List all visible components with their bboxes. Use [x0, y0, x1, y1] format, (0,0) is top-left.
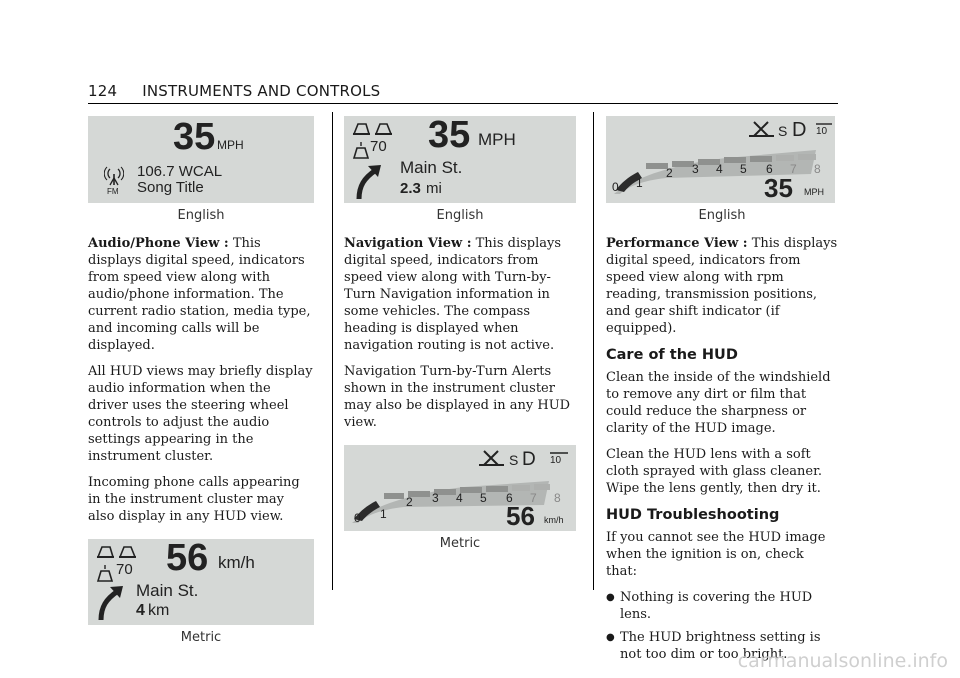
- hud-distance: 2.3: [400, 180, 421, 197]
- hud-street: Main St.: [400, 158, 463, 177]
- hud-speed-unit: MPH: [478, 130, 516, 149]
- caption-metric: Metric: [439, 536, 481, 551]
- rpm-tick-3: 3: [692, 162, 699, 176]
- paragraph-clean-lens: Clean the HUD lens with a soft cloth sprayed with glass cleaner. Wipe the lens gently, then dry it.: [606, 447, 823, 496]
- term-navigation-view: Navigation View :: [344, 236, 472, 251]
- paragraph-navigation-view: [344, 235, 576, 354]
- caption-english: English: [436, 208, 484, 223]
- rpm-tick-5: 5: [740, 162, 747, 176]
- paragraph-nav-alerts: Navigation Turn-by-Turn Alerts shown in the instrument cluster may also be displayed in any HUD view.: [344, 364, 571, 430]
- hud-speed: 35: [173, 116, 216, 158]
- header-rule: [88, 103, 838, 104]
- turn-arrow-icon: [354, 162, 384, 200]
- rpm-tick-3: 3: [432, 491, 439, 505]
- list-item-text: Nothing is covering the HUD lens.: [620, 590, 813, 622]
- hud-street: Main St.: [136, 581, 199, 600]
- list-item: [606, 589, 838, 623]
- paragraph-troubleshooting-intro: If you cannot see the HUD image when the ignition is on, check that:: [606, 530, 826, 579]
- rpm-tick-7: 7: [790, 162, 797, 176]
- hud-distance: 4: [136, 602, 145, 619]
- section-title: INSTRUMENTS AND CONTROLS: [142, 82, 381, 100]
- hud-distance-unit: mi: [426, 180, 442, 197]
- hud-nav-metric-image: [88, 539, 314, 625]
- bullet-icon: ●: [606, 632, 615, 643]
- rpm-tick-8: 8: [554, 491, 561, 505]
- rpm-tick-2: 2: [406, 495, 413, 509]
- column-divider-2: [593, 112, 594, 590]
- rpm-tick-2: 2: [666, 166, 673, 180]
- paragraph-text: This displays digital speed, indicators from speed view along with rpm reading, transmission positions, and gear shift indicator (if equipped).: [606, 236, 838, 336]
- hud-station: 106.7 WCAL: [137, 163, 223, 180]
- rpm-gauge: [344, 445, 576, 531]
- paragraph-text: This displays digital speed, indicators from speed view along with Turn-by-Turn Navigation information in some vehicles. The compass heading is displayed when navigation routing is not active.: [344, 236, 562, 353]
- caption-english: English: [177, 208, 225, 223]
- rpm-tick-4: 4: [456, 491, 463, 505]
- hud-nav-english-image: [344, 116, 576, 203]
- hud-perf-metric-image: [344, 445, 576, 531]
- hud-speed: 56: [166, 537, 209, 579]
- rpm-tick-7: 7: [530, 491, 537, 505]
- paragraph-phone-calls: Incoming phone calls appearing in the instrument cluster may also display in any HUD view.: [88, 475, 300, 524]
- paragraph-audio-view: [88, 235, 314, 354]
- hud-speed: 56: [506, 501, 535, 531]
- term-audio-phone-view: Audio/Phone View :: [88, 236, 229, 251]
- caption-metric: Metric: [180, 630, 222, 645]
- caption-english: English: [698, 208, 746, 223]
- rpm-tick-6: 6: [506, 491, 513, 505]
- rpm-tick-8: 8: [814, 162, 821, 176]
- watermark: carmanualsonline.info: [737, 650, 948, 672]
- rpm-tick-0: 0: [612, 180, 619, 194]
- gear-number: 10: [550, 455, 562, 466]
- gear-s: S: [778, 123, 788, 139]
- rpm-tick-1: 1: [636, 176, 643, 190]
- hud-speed-limit: 70: [116, 561, 133, 578]
- paragraph-text: This displays digital speed, indicators from speed view along with audio/phone information. The current radio station, media type, and incoming calls will be displayed.: [88, 236, 311, 353]
- hud-speed-unit: MPH: [804, 187, 824, 197]
- hud-speed-unit: km/h: [544, 515, 564, 525]
- bullet-icon: ●: [606, 592, 615, 603]
- running-header: [88, 82, 380, 100]
- hud-song: Song Title: [137, 179, 204, 196]
- hud-speed-unit: MPH: [217, 138, 244, 152]
- rpm-tick-4: 4: [716, 162, 723, 176]
- hud-distance-unit: km: [148, 602, 170, 619]
- hud-audio-view-image: [88, 116, 314, 203]
- hud-speed: 35: [428, 114, 471, 156]
- turn-arrow-icon: [96, 583, 126, 621]
- paragraph-performance-view: [606, 235, 838, 337]
- hud-speed-limit: 70: [370, 138, 387, 155]
- rpm-tick-1: 1: [380, 507, 387, 521]
- hud-speed-unit: km/h: [218, 553, 255, 572]
- rpm-tick-5: 5: [480, 491, 487, 505]
- gear-s: S: [509, 452, 519, 468]
- hud-speed: 35: [764, 173, 793, 203]
- rpm-tick-6: 6: [766, 162, 773, 176]
- column-2: [344, 116, 576, 563]
- column-divider-1: [332, 112, 333, 590]
- gear-d: D: [792, 119, 807, 141]
- paragraph-audio-info: All HUD views may briefly display audio information when the driver uses the steering wheel controls to adjust the audio settings appearing in the instrument cluster.: [88, 364, 313, 464]
- column-3: [606, 116, 838, 669]
- radio-antenna-icon: [104, 166, 124, 186]
- gear-d: D: [522, 449, 536, 470]
- hud-perf-english-image: [606, 116, 835, 203]
- column-1: [88, 116, 314, 657]
- hud-band: FM: [107, 187, 119, 196]
- heading-hud-troubleshooting: HUD Troubleshooting: [606, 507, 780, 523]
- term-performance-view: Performance View :: [606, 236, 748, 251]
- list-item-text: The HUD brightness setting is not too dim or too bright.: [620, 630, 821, 662]
- paragraph-clean-windshield: Clean the inside of the windshield to remove any dirt or film that could reduce the sharpness or clarity of the HUD image.: [606, 370, 831, 436]
- gear-number: 10: [816, 126, 828, 137]
- rpm-tick-0: 0: [354, 511, 361, 525]
- heading-care-of-hud: Care of the HUD: [606, 347, 738, 363]
- page-number: 124: [88, 82, 118, 100]
